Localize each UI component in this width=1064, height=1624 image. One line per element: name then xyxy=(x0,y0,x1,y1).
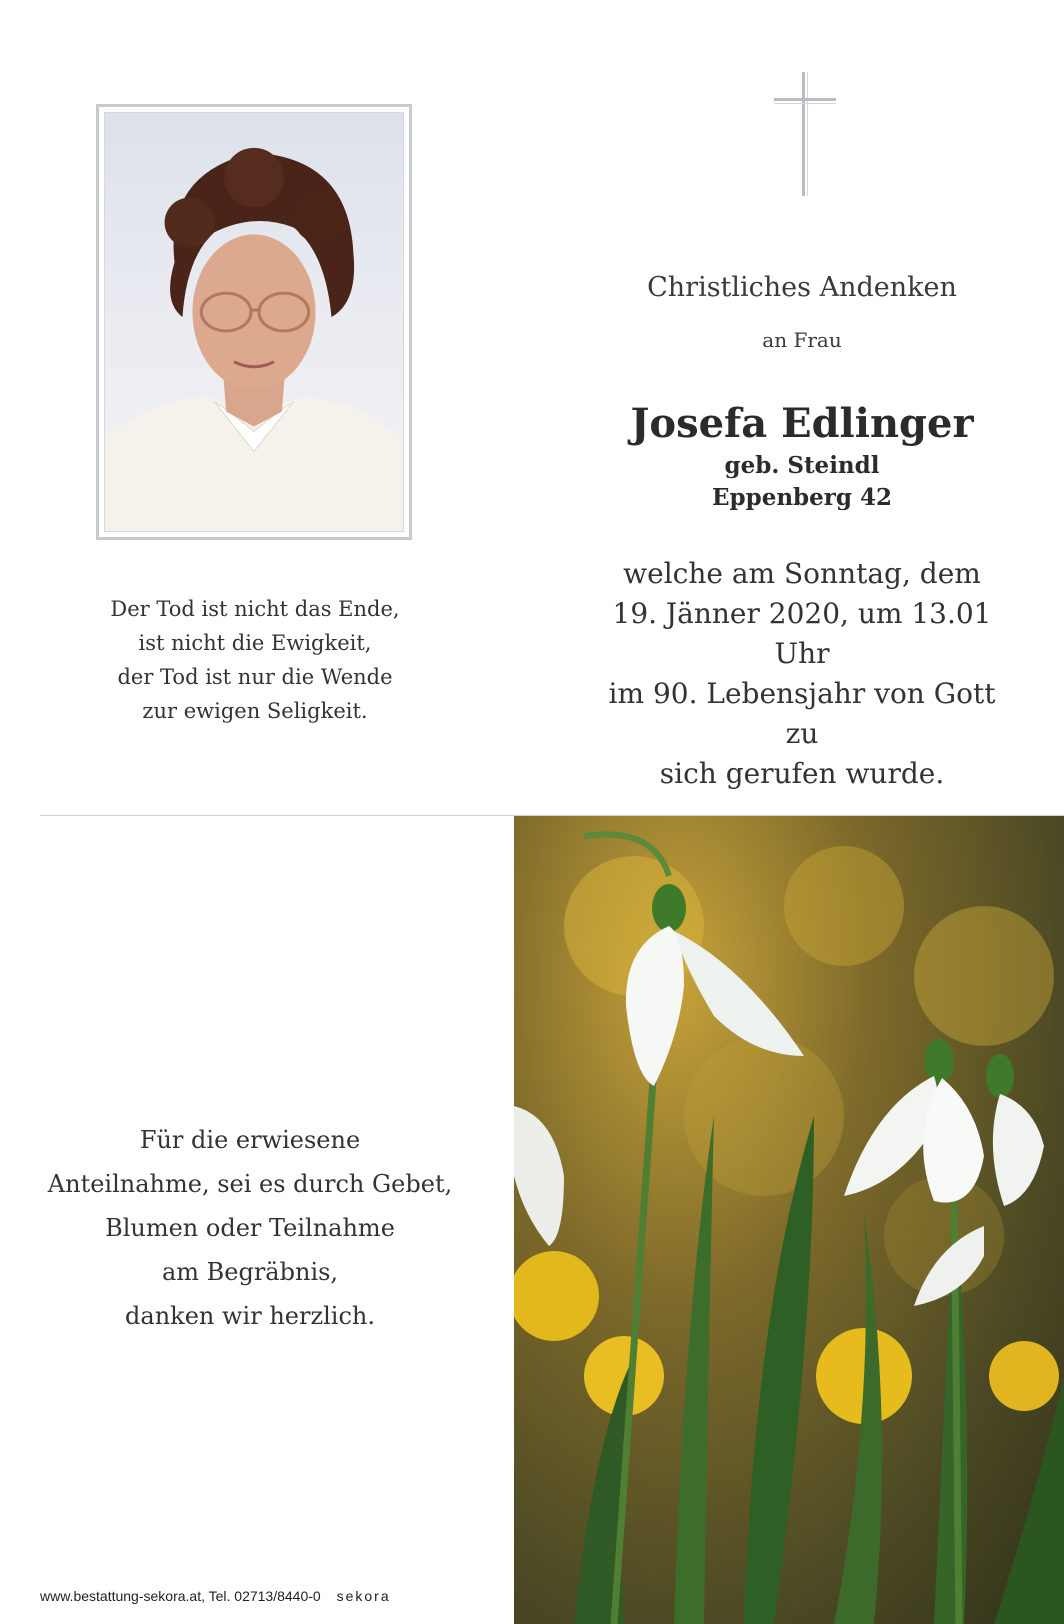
portrait-frame xyxy=(96,104,412,540)
death-notice-line: im 90. Lebensjahr von Gott zu xyxy=(608,677,996,750)
thanks-line: am Begräbnis, xyxy=(161,1258,339,1286)
snowdrop-photo xyxy=(514,816,1064,1624)
verse-line: Der Tod ist nicht das Ende, xyxy=(110,597,400,621)
thanks-line: danken wir herzlich. xyxy=(125,1302,375,1330)
snowdrop-illustration xyxy=(514,816,1064,1624)
death-notice-line: sich gerufen wurde. xyxy=(659,757,945,790)
deceased-name: Josefa Edlinger xyxy=(630,400,974,447)
thanks-line: Blumen oder Teilnahme xyxy=(105,1214,395,1242)
verse-line: der Tod ist nur die Wende xyxy=(117,665,393,689)
portrait-photo xyxy=(104,112,404,532)
salutation: an Frau xyxy=(762,328,842,352)
thanks-line: Für die erwiesene xyxy=(139,1126,361,1154)
thanks-text xyxy=(40,1118,460,1338)
death-notice xyxy=(590,554,1014,794)
sekora-logo: sekora xyxy=(336,1588,391,1604)
cross-icon xyxy=(770,70,840,198)
verse-line: zur ewigen Seligkeit. xyxy=(142,699,368,723)
footer-contact: www.bestattung-sekora.at, Tel. 02713/8440-0 xyxy=(40,1588,321,1604)
thanks-line: Anteilnahme, sei es durch Gebet, xyxy=(47,1170,453,1198)
portrait-illustration xyxy=(105,113,403,531)
death-notice-line: welche am Sonntag, dem xyxy=(623,557,981,590)
death-notice-line: 19. Jänner 2020, um 13.01 Uhr xyxy=(612,597,992,670)
address: Eppenberg 42 xyxy=(712,484,892,511)
maiden-name: geb. Steindl xyxy=(724,452,880,479)
footer xyxy=(40,1588,500,1604)
heading: Christliches Andenken xyxy=(647,272,957,303)
verse-line: ist nicht die Ewigkeit, xyxy=(138,631,372,655)
verse xyxy=(70,592,440,728)
